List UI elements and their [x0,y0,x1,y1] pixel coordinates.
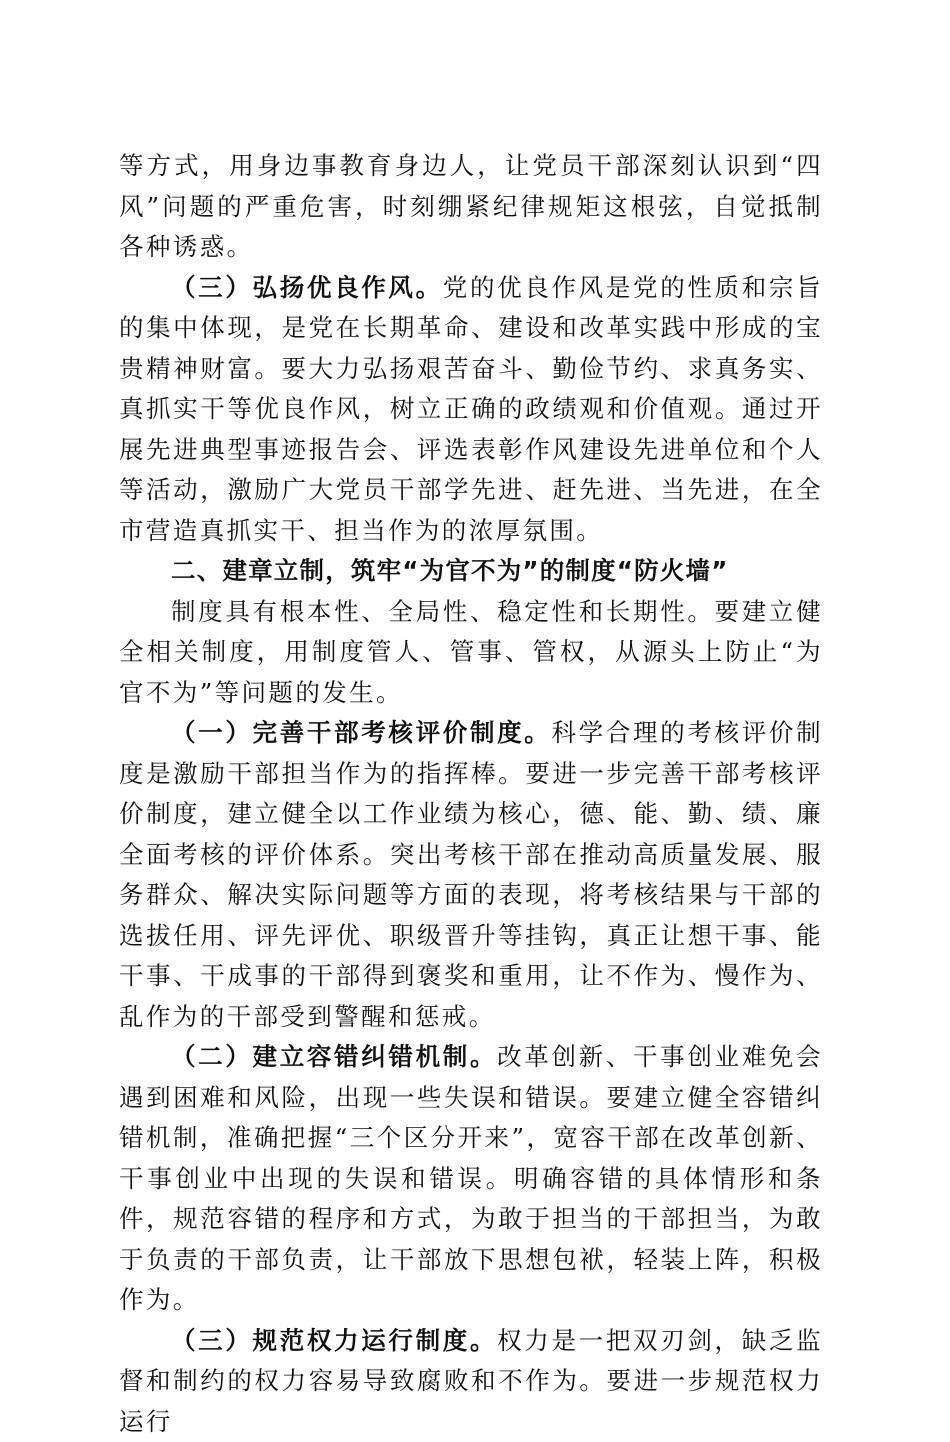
paragraph-power-regulation [119,1321,823,1442]
paragraph-text: 改革创新、干事创业难免会遇到困难和风险，出现一些失误和错误。要建立健全容错纠错机制，准确把握“三个区分开来”，宽容干部在改革创新、干事创业中出现的失误和错误。明确容错的具体情形和条件，规范容错的程序和方式，为敢于担当的干部担当，为敢于负责的干部负责，让干部放下思想包袱，轻装上阵，积极作为。 [119,1042,823,1314]
paragraph-promote-good-style [119,268,823,552]
document-body [119,146,823,1442]
paragraph-lead: （三）弘扬优良作风。 [171,273,443,302]
paragraph-text: 党的优良作风是党的性质和宗旨的集中体现，是党在长期革命、建设和改革实践中形成的宝贵精神财富。要大力弘扬艰苦奋斗、勤俭节约、求真务实、真抓实干等优良作风，树立正确的政绩观和价值观。通过开展先进典型事迹报告会、评选表彰作风建设先进单位和个人等活动，激励广大党员干部学先进、赶先进、当先进，在全市营造真抓实干、担当作为的浓厚氛围。 [119,273,823,545]
paragraph-text: 制度具有根本性、全局性、稳定性和长期性。要建立健全相关制度，用制度管人、管事、管权，从源头上防止“为官不为”等问题的发生。 [119,597,823,707]
paragraph-error-tolerance [119,1037,823,1321]
paragraph-text: 科学合理的考核评价制度是激励干部担当作为的指挥棒。要进一步完善干部考核评价制度，建立健全以工作业绩为核心，德、能、勤、绩、廉全面考核的评价体系。突出考核干部在推动高质量发展、服务群众、解决实际问题等方面的表现，将考核结果与干部的选拔任用、评先评优、职级晋升等挂钩，真正让想干事、能干事、干成事的干部得到褒奖和重用，让不作为、慢作为、乱作为的干部受到警醒和惩戒。 [119,718,823,1031]
paragraph-text: 等方式，用身边事教育身边人，让党员干部深刻认识到“四风”问题的严重危害，时刻绷紧纪律规矩这根弦，自觉抵制各种诱惑。 [119,151,823,261]
paragraph-continuation [119,146,823,268]
section-heading: 二、建章立制，筑牢“为官不为”的制度“防火墙” [119,551,823,592]
paragraph-lead: （三）规范权力运行制度。 [171,1326,497,1355]
paragraph-lead: （一）完善干部考核评价制度。 [171,718,552,747]
paragraph-evaluation-system [119,713,823,1037]
paragraph-text: 权力是一把双刃剑，缺乏监督和制约的权力容易导致腐败和不作为。要进一步规范权力运行 [119,1326,823,1436]
paragraph-section-intro [119,592,823,714]
paragraph-lead: （二）建立容错纠错机制。 [171,1042,497,1071]
